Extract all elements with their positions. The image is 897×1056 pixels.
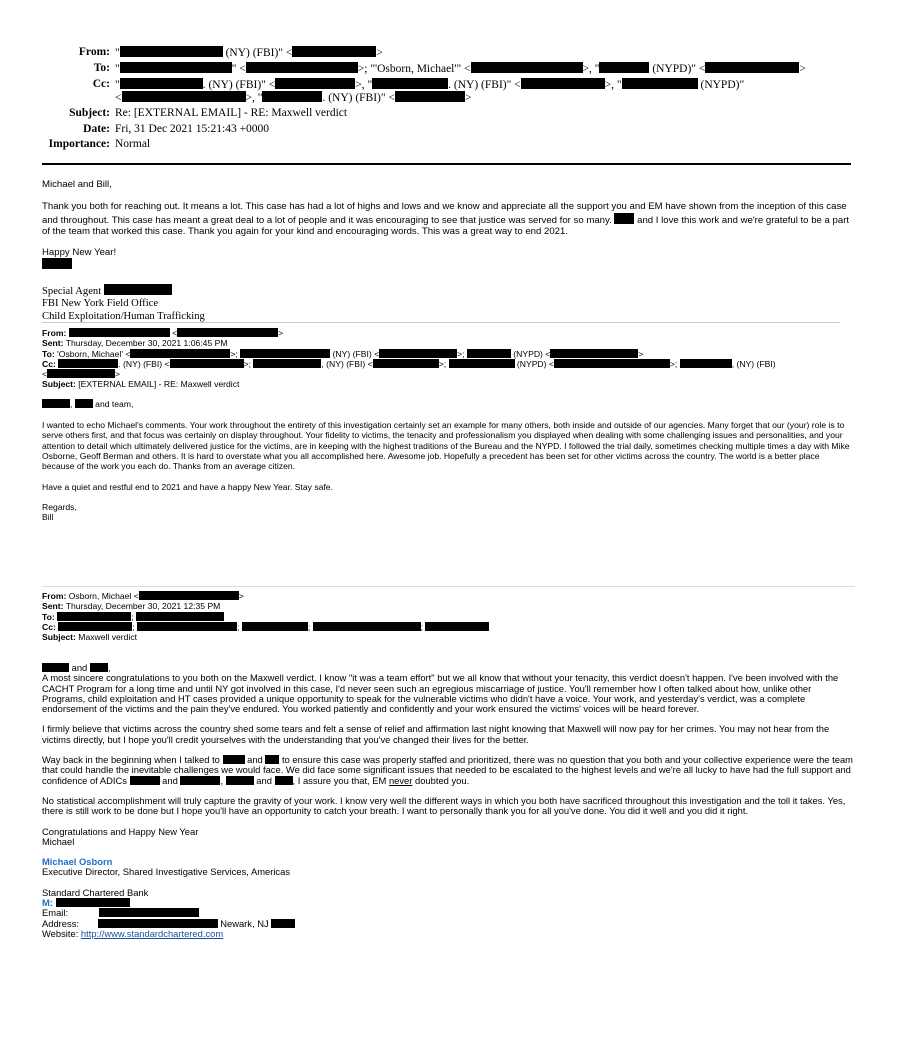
- reply-closing: Happy New Year!: [42, 247, 117, 259]
- website-link[interactable]: http://www.standardchartered.com: [80, 927, 224, 939]
- reply-signoff-name: [42, 258, 854, 271]
- header-divider: [42, 163, 851, 165]
- cc-value-continued: < >, " . (NY) (FBI)" < >: [115, 92, 472, 104]
- from-label: From:: [78, 46, 110, 58]
- bill-greeting: , and team,: [42, 399, 854, 409]
- bill-paragraph-1: I wanted to echo Michael's comments. Your work throughout the entirety of this investigation certainly set an example for many others, both inside and outside of our agencies. Many forget that our (your) role is to serve others first, and that focus was certainly on display throughout. Your fidelity to victims, the tenacity and professionalism you displayed when dealing with some challenging issues and personalities, and your attention to detail which ultimately delivered justice for the victims, are in keeping with the highest traditions of the Bureau and the NYPD. I followed the trial daily, sometimes checking multiple times a day with Mike Osborne, Geoff Berman and others. It is hard to overstate what you all accomplished here. Awesome job. Hopefully a precedent has been set for other victims across the country. The world is a better place because of the work you each do. Thanks from an average citizen.: [42, 420, 850, 472]
- bill-cc: Cc: . (NY) (FBI) < >; , (NY) (FBI) < >; (NYPD) < >; , (NY) (FBI): [42, 358, 776, 369]
- email-osborn: [42, 591, 854, 642]
- bill-regards: Regards,: [42, 501, 77, 512]
- osborn-sig-mobile: M:: [42, 898, 854, 908]
- osborn-sig-website: Website: http://www.standardchartered.com: [42, 927, 224, 939]
- email-header: [0, 46, 897, 156]
- bill-sent: Sent: Thursday, December 30, 2021 1:06:45 PM: [42, 338, 228, 349]
- osborn-paragraph-4: No statistical accomplishment will truly capture the gravity of your work. I know very well the different ways in which you both have sacrificed throughout this investigation and the toll it takes. Yes, there is still work to be done but I hope you'll have an opportunity to catch your breath. I want to personally thank you for all you've done. You did it well and you did it right.: [42, 794, 846, 817]
- osborn-subject: Subject: Maxwell verdict: [42, 632, 138, 643]
- osborn-sig-title: Executive Director, Shared Investigative Services, Americas: [42, 866, 291, 878]
- bill-from: From: < >: [42, 328, 284, 338]
- osborn-to: To: ;: [42, 612, 854, 622]
- osborn-greeting: and ,: [42, 663, 854, 673]
- osborn-sig-name: Michael Osborn: [42, 856, 113, 868]
- osborn-sig-company: Standard Chartered Bank: [42, 886, 149, 898]
- osborn-from: From: Osborn, Michael < >: [42, 591, 244, 601]
- importance-label: Importance:: [48, 138, 110, 150]
- to-label: To:: [93, 62, 110, 74]
- from-value: " (NY) (FBI)" < >: [115, 47, 383, 59]
- bill-cc-continued: < >: [42, 369, 121, 380]
- osborn-cc: Cc: ; ; ; ;: [42, 622, 854, 632]
- importance-value: Normal: [115, 138, 151, 150]
- sig-office: FBI New York Field Office: [42, 298, 159, 310]
- to-value: " " < >; "'Osborn, Michael'" < >, " (NYPD)" < >: [115, 63, 806, 75]
- sig-title: Special Agent: [42, 285, 102, 297]
- osborn-sig-address: Address: Newark, NJ: [42, 919, 854, 929]
- date-value: Fri, 31 Dec 2021 15:21:43 +0000: [115, 123, 270, 135]
- bill-subject: Subject: [EXTERNAL EMAIL] - RE: Maxwell verdict: [42, 379, 240, 390]
- email-bill: [42, 328, 854, 522]
- quote-divider-2: [42, 586, 855, 587]
- reply-greeting: Michael and Bill,: [42, 179, 112, 190]
- osborn-paragraph-2: I firmly believe that victims across the country shed some tears and felt a sense of relief and affirmation last night knowing that Maxwell will now pay for her crimes. You may not hear from the victims directly, but I hope you'll credit yourselves with the understanding that you've changed their lives for the better.: [42, 723, 830, 745]
- osborn-sig-email: Email:: [42, 908, 854, 918]
- quote-divider-1: [42, 322, 840, 323]
- bill-name: Bill: [42, 512, 54, 523]
- osborn-paragraph-3: Way back in the beginning when I talked to and to ensure this case was properly staffed and prioritized, there was no question that you both and your collective experience were the team that could handle the inevitable challenges we would face. We did face some significant issues that needed to be escalated to the highest levels and we're all lucky to have had the full support and confidence of ADICs and , and , I assure you that, EM never doubted you.: [42, 754, 853, 786]
- osborn-body: [42, 663, 854, 939]
- date-label: Date:: [83, 123, 110, 135]
- bill-paragraph-2: Have a quiet and restful end to 2021 and have a happy New Year. Stay safe.: [42, 481, 333, 492]
- reply-signature: [42, 284, 854, 324]
- reply-body: [42, 179, 854, 324]
- osborn-paragraph-1: A most sincere congratulations to you both on the Maxwell verdict. I know "it was a team effort" but we all know that without your tenacity, this verdict doesn't happen. I've been involved with the CACHT Program for a long time and until NY got involved in this case, I'd never seen such an egregious miscarriage of justice. You'll remember how I often talked about how, unlike other Programs, child exploitation and HT cases provided a unique opportunity to speak for the vulnerable victims who didn't have a voice. Your work, and yesterday's verdict, was a complete endorsement of the victims and the pain they've endured. You worked patiently and confidently and your work ensured the victims' voices will be heard forever.: [42, 672, 839, 715]
- subject-label: Subject:: [69, 107, 110, 119]
- osborn-closing: Congratulations and Happy New Year: [42, 825, 199, 837]
- osborn-sent: Sent: Thursday, December 30, 2021 12:35 PM: [42, 601, 221, 612]
- cc-label: Cc:: [92, 78, 110, 90]
- bill-to: To: 'Osborn, Michael' < >; (NY) (FBI) < >; (NYPD) < >: [42, 348, 644, 359]
- subject-value: Re: [EXTERNAL EMAIL] - RE: Maxwell verdict: [115, 107, 348, 119]
- cc-value: " . (NY) (FBI)" < >, " . (NY) (FBI)" < >, " (NYPD)": [115, 79, 745, 91]
- osborn-closing-name: Michael: [42, 835, 75, 847]
- sig-unit: Child Exploitation/Human Trafficking: [42, 310, 205, 322]
- reply-paragraph: Thank you both for reaching out. It means a lot. This case has had a lot of highs and lows and we know and appreciate all the support you and EM have shown from the inception of this case and throughout. This case has meant a great deal to a lot of people and it was encouraging to see that justice was served for so many. and I love this work and we're grateful to be a part of the team that worked this case. Thank you again for your kind and encouraging words. This was a great way to end 2021.: [42, 201, 850, 237]
